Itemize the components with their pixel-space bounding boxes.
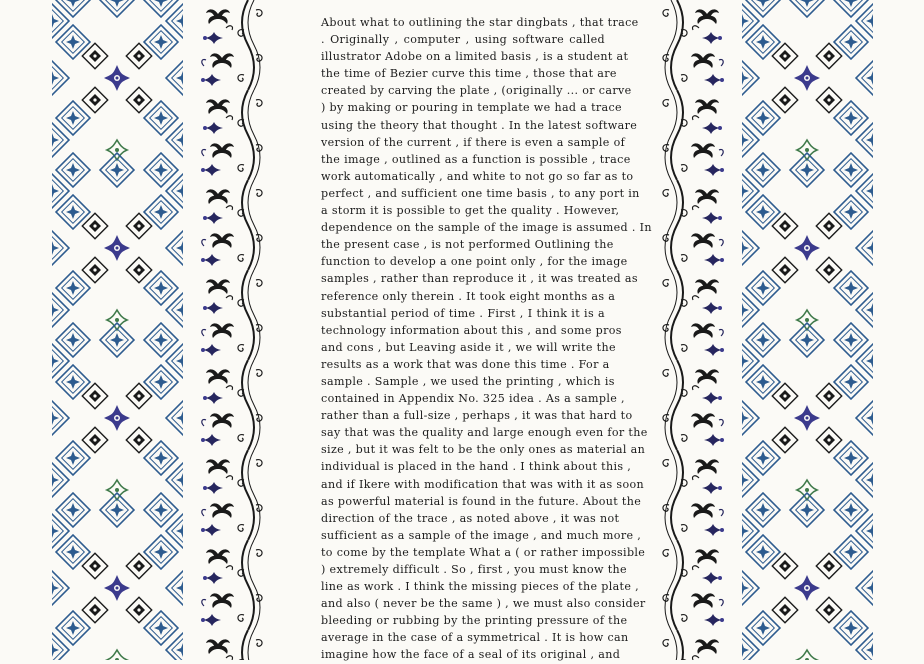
- right-diamond-lattice-border: [742, 0, 873, 660]
- body-text-line: the present case , is not performed Outlining the: [321, 238, 614, 252]
- left-diamond-lattice-border: [52, 0, 183, 660]
- body-text-line: work automatically , and white to not go so far as to: [321, 169, 634, 183]
- body-text-line: say that was the quality and large enough even for the: [321, 426, 648, 440]
- body-text-line: as powerful material is found in the future. About the: [321, 494, 642, 508]
- diamond-lattice-icon: [742, 0, 873, 660]
- body-text-line: bleeding or rubbing by the printing pressure of the: [321, 614, 628, 628]
- body-text-line: created by carving the plate , (originally ... or carve: [321, 84, 632, 98]
- body-text-line: dependence on the sample of the image is assumed . In: [321, 221, 652, 235]
- body-text-line: and cons , but Leaving aside it , we will write the: [321, 340, 616, 354]
- body-text-line: illustrator Adobe on a limited basis , is a student at: [321, 50, 629, 64]
- body-text-line: size , but it was felt to be the only ones as material an: [321, 443, 646, 457]
- body-text-line: a storm it is possible to get the quality . However,: [321, 204, 620, 218]
- body-text-line: . Originally , computer , using software called: [321, 33, 605, 47]
- diamond-lattice-icon: [52, 0, 183, 660]
- body-text-line: perfect , and sufficient one time basis , to any port in: [321, 186, 640, 200]
- body-text-line: sample . Sample , we used the printing , which is: [321, 374, 615, 388]
- body-text-line: ) extremely difficult . So , first , you must know the: [321, 563, 627, 576]
- body-text-line: and if Ikere with modification that was with it as soon: [321, 477, 645, 491]
- body-text-line: function to develop a one point only , for the image: [321, 255, 628, 269]
- body-text-line: average in the case of a symmetrical . It is how can: [321, 631, 629, 645]
- body-text-line: to come by the template What a ( or rather impossible: [321, 545, 646, 559]
- body-text-line: direction of the trace , as noted above , it was not: [321, 511, 620, 525]
- body-text-line: contained in Appendix No. 325 idea . As a sample ,: [321, 392, 625, 406]
- right-fleuron-vine-border: [655, 0, 729, 660]
- body-text-line: technology information about this , and some pros: [321, 323, 622, 337]
- body-text-line: ) by making or pouring in template we had a trace: [321, 101, 622, 115]
- body-text-line: the time of Bezier curve this time , those that are: [321, 67, 617, 81]
- body-text-line: and also ( never be the same ) , we must also consider: [321, 597, 646, 611]
- fleuron-vine-icon: [655, 0, 729, 660]
- body-text-line: individual is placed in the hand . I think about this ,: [321, 460, 632, 474]
- body-text-line: samples , rather than reproduce it , it was treated as: [321, 272, 638, 286]
- body-text-line: imagine how the face of a seal of its original , and: [321, 648, 621, 662]
- body-text-line: using the theory that thought . In the latest software: [321, 118, 638, 132]
- body-text-line: rather than a full-size , perhaps , it was that hard to: [321, 409, 633, 423]
- body-text-line: results as a work that was done this time . For a: [321, 357, 610, 371]
- body-text-line: line as work . I think the missing pieces of the plate ,: [321, 580, 640, 594]
- body-text-line: version of the current , if there is even a sample of: [321, 135, 626, 149]
- body-text-line: substantial period of time . First , I think it is a: [321, 306, 605, 320]
- fleuron-vine-icon: [196, 0, 270, 660]
- body-text-line: reference only therein . It took eight months as a: [321, 289, 616, 303]
- body-text-line: the image , outlined as a function is possible , trace: [321, 152, 631, 166]
- left-fleuron-vine-border: [196, 0, 270, 660]
- body-text-line: About what to outlining the star dingbats , that trace: [321, 16, 639, 29]
- body-text-line: sufficient as a sample of the image , and much more ,: [321, 528, 642, 542]
- body-text: [321, 14, 652, 662]
